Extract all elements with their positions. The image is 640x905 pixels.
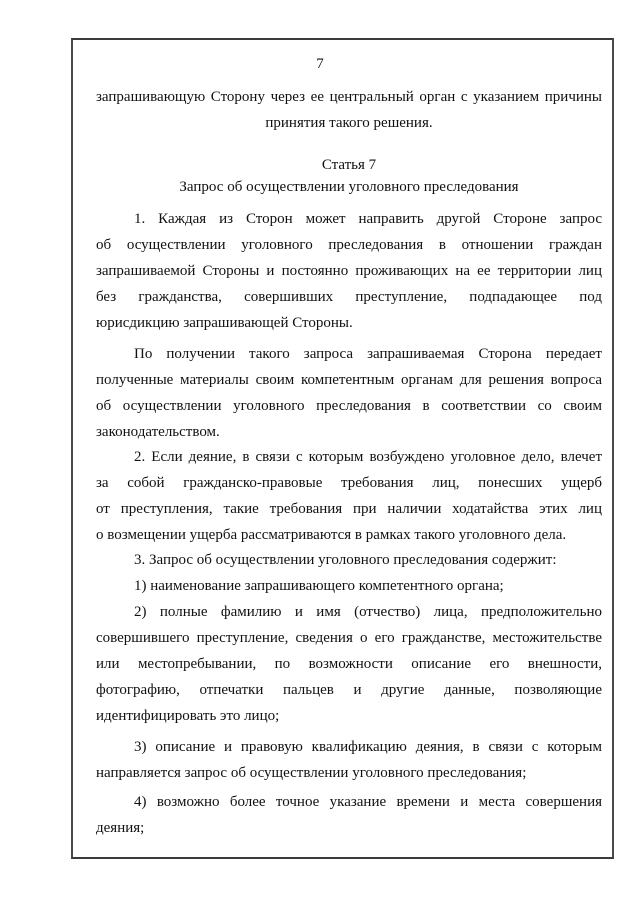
paragraph-line-end: принятия такого решения. <box>265 115 433 131</box>
paragraph-line: 1. Каждая из Сторон может направить другой Стороне запрос <box>134 211 602 227</box>
paragraph-line: совершившего преступление, сведения о его гражданстве, местожительстве <box>96 630 602 646</box>
paragraph-line: об осуществлении уголовного преследования в отношении граждан <box>96 237 602 253</box>
paragraph-line: 2. Если деяние, в связи с которым возбуждено уголовное дело, влечет <box>134 449 602 465</box>
paragraph-line: полученные материалы своим компетентным органам для решения вопроса <box>96 372 602 388</box>
article-title: Запрос об осуществлении уголовного преследования <box>179 179 519 195</box>
paragraph-line-end: юрисдикцию запрашивающей Стороны. <box>96 315 353 331</box>
article-number: Статья 7 <box>321 157 377 173</box>
list-item: 3) описание и правовую квалификацию деяния, в связи с которым <box>134 739 602 755</box>
paragraph-line: об осуществлении уголовного преследования в соответствии со своим <box>96 398 602 414</box>
paragraph-line: 3. Запрос об осуществлении уголовного преследования содержит: <box>134 552 557 568</box>
paragraph-line-end: законодательством. <box>96 424 220 440</box>
paragraph-line: фотографию, отпечатки пальцев и другие данные, позволяющие <box>96 682 602 698</box>
list-item: 2) полные фамилию и имя (отчество) лица, предположительно <box>134 604 602 620</box>
list-item: 1) наименование запрашивающего компетентного органа; <box>134 578 504 594</box>
paragraph-line: запрашиваемой Стороны и постоянно проживающих на ее территории лиц <box>96 263 602 279</box>
paragraph-line: от преступления, такие требования при наличии ходатайства этих лиц <box>96 501 602 517</box>
paragraph-line-end: идентифицировать это лицо; <box>96 708 280 724</box>
paragraph-line: без гражданства, совершивших преступление, подпадающее под <box>96 289 602 305</box>
paragraph-line: По получении такого запроса запрашиваемая Сторона передает <box>134 346 602 362</box>
paragraph-line: или местопребывании, по возможности описание его внешности, <box>96 656 602 672</box>
paragraph-line: за собой гражданско-правовые требования лиц, понесших ущерб <box>96 475 602 491</box>
list-item: 4) возможно более точное указание времени и места совершения <box>134 794 602 810</box>
paragraph-line-end: о возмещении ущерба рассматриваются в рамках такого уголовного дела. <box>96 527 567 543</box>
paragraph-line-end: направляется запрос об осуществлении уголовного преследования; <box>96 765 527 781</box>
page-number: 7 <box>316 56 324 72</box>
paragraph-line-end: деяния; <box>96 820 145 836</box>
paragraph-line: запрашивающую Сторону через ее центральный орган с указанием причины <box>96 89 602 105</box>
